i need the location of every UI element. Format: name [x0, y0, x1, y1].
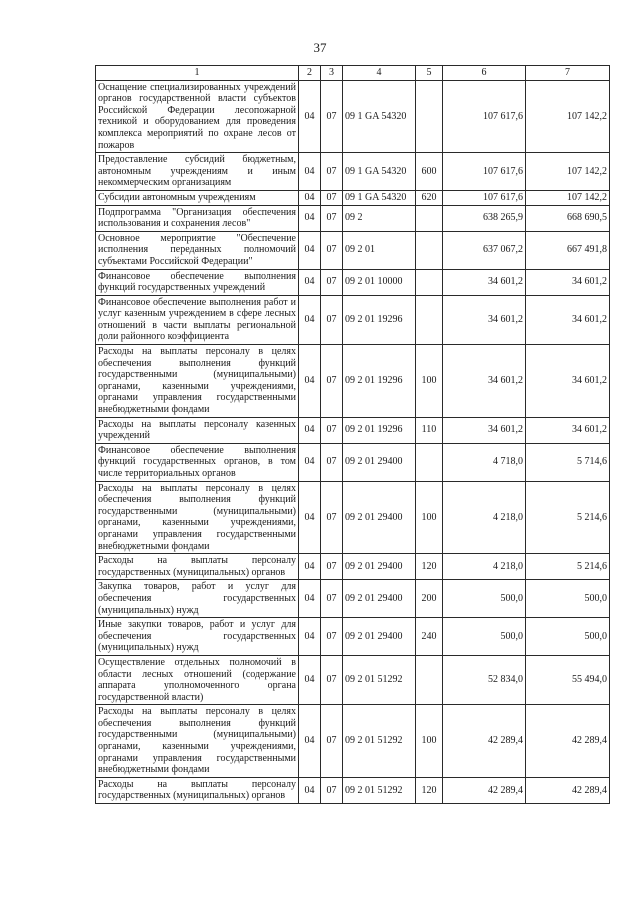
row-subsection: 07 — [321, 481, 343, 554]
row-amount-col7: 107 142,2 — [526, 190, 610, 205]
row-target-code: 09 1 GA 54320 — [343, 80, 416, 153]
row-amount-col6: 500,0 — [443, 618, 526, 656]
row-subsection: 07 — [321, 580, 343, 618]
row-target-code: 09 2 01 29400 — [343, 580, 416, 618]
table-row — [96, 443, 610, 481]
row-subsection: 07 — [321, 655, 343, 704]
row-subsection: 07 — [321, 777, 343, 803]
row-target-code: 09 2 01 51292 — [343, 777, 416, 803]
table-row — [96, 580, 610, 618]
row-subsection: 07 — [321, 443, 343, 481]
row-section: 04 — [299, 417, 321, 443]
row-name: Финансовое обеспечение выполнения функций государственных органов, в том числе территориальных органов — [96, 443, 299, 481]
row-amount-col7: 42 289,4 — [526, 777, 610, 803]
header-col-3: 3 — [321, 66, 343, 81]
row-amount-col7: 34 601,2 — [526, 417, 610, 443]
row-subsection: 07 — [321, 554, 343, 580]
row-amount-col6: 638 265,9 — [443, 205, 526, 231]
header-col-7: 7 — [526, 66, 610, 81]
row-target-code: 09 1 GA 54320 — [343, 153, 416, 191]
row-section: 04 — [299, 153, 321, 191]
row-subsection: 07 — [321, 705, 343, 778]
row-section: 04 — [299, 554, 321, 580]
header-col-5: 5 — [416, 66, 443, 81]
row-amount-col7: 107 142,2 — [526, 153, 610, 191]
row-section: 04 — [299, 580, 321, 618]
row-section: 04 — [299, 705, 321, 778]
table-row — [96, 777, 610, 803]
page-number: 37 — [313, 40, 327, 55]
row-amount-col7: 55 494,0 — [526, 655, 610, 704]
row-name: Осуществление отдельных полномочий в области лесных отношений (содержание аппарата уполномоченного органа государственной власти) — [96, 655, 299, 704]
row-amount-col7: 34 601,2 — [526, 269, 610, 295]
row-section: 04 — [299, 345, 321, 418]
row-amount-col6: 107 617,6 — [443, 153, 526, 191]
row-amount-col6: 52 834,0 — [443, 655, 526, 704]
table-row — [96, 705, 610, 778]
row-name: Расходы на выплаты персоналу казенных учреждений — [96, 417, 299, 443]
table-row — [96, 231, 610, 269]
row-target-code: 09 2 01 10000 — [343, 269, 416, 295]
row-expense-type — [416, 269, 443, 295]
row-expense-type — [416, 443, 443, 481]
row-name: Расходы на выплаты персоналу государственных (муниципальных) органов — [96, 777, 299, 803]
row-name: Закупка товаров, работ и услуг для обеспечения государственных (муниципальных) нужд — [96, 580, 299, 618]
row-subsection: 07 — [321, 80, 343, 153]
row-section: 04 — [299, 205, 321, 231]
row-section: 04 — [299, 618, 321, 656]
row-amount-col7: 107 142,2 — [526, 80, 610, 153]
row-amount-col7: 42 289,4 — [526, 705, 610, 778]
row-target-code: 09 2 01 19296 — [343, 417, 416, 443]
row-subsection: 07 — [321, 205, 343, 231]
row-target-code: 09 2 01 29400 — [343, 481, 416, 554]
row-expense-type — [416, 205, 443, 231]
header-col-1: 1 — [96, 66, 299, 81]
row-name: Финансовое обеспечение выполнения работ и услуг казенным учреждением в сфере лесных отношений в части выплаты региональной доли районного коэффициента — [96, 295, 299, 344]
row-target-code: 09 2 — [343, 205, 416, 231]
header-col-4: 4 — [343, 66, 416, 81]
table-row — [96, 417, 610, 443]
row-amount-col7: 34 601,2 — [526, 295, 610, 344]
row-name: Расходы на выплаты персоналу в целях обеспечения выполнения функций государственными (муниципальными) органами, казенными учреждениями, органами управления государственными внебюджетными фондами — [96, 345, 299, 418]
row-subsection: 07 — [321, 231, 343, 269]
row-name: Предоставление субсидий бюджетным, автономным учреждениям и иным некоммерческим организациям — [96, 153, 299, 191]
row-amount-col6: 42 289,4 — [443, 777, 526, 803]
table-row — [96, 655, 610, 704]
row-amount-col7: 5 714,6 — [526, 443, 610, 481]
row-section: 04 — [299, 269, 321, 295]
row-name: Расходы на выплаты персоналу в целях обеспечения выполнения функций государственными (муниципальными) органами, казенными учреждениями, органами управления государственными внебюджетными фондами — [96, 705, 299, 778]
row-section: 04 — [299, 777, 321, 803]
row-expense-type — [416, 80, 443, 153]
row-target-code: 09 1 GA 54320 — [343, 190, 416, 205]
row-section: 04 — [299, 481, 321, 554]
table-row — [96, 153, 610, 191]
row-amount-col6: 34 601,2 — [443, 269, 526, 295]
row-name: Подпрограмма "Организация обеспечения использования и сохранения лесов" — [96, 205, 299, 231]
row-expense-type — [416, 231, 443, 269]
row-amount-col7: 500,0 — [526, 580, 610, 618]
row-amount-col7: 667 491,8 — [526, 231, 610, 269]
row-subsection: 07 — [321, 345, 343, 418]
row-amount-col6: 4 218,0 — [443, 481, 526, 554]
table-row — [96, 345, 610, 418]
row-target-code: 09 2 01 51292 — [343, 705, 416, 778]
row-amount-col6: 34 601,2 — [443, 295, 526, 344]
row-name: Расходы на выплаты персоналу в целях обеспечения выполнения функций государственными (муниципальными) органами, казенными учреждениями, органами управления государственными внебюджетными фондами — [96, 481, 299, 554]
row-section: 04 — [299, 190, 321, 205]
row-section: 04 — [299, 443, 321, 481]
row-amount-col6: 4 218,0 — [443, 554, 526, 580]
row-target-code: 09 2 01 19296 — [343, 295, 416, 344]
row-subsection: 07 — [321, 269, 343, 295]
table-body — [96, 80, 610, 803]
row-name: Расходы на выплаты персоналу государственных (муниципальных) органов — [96, 554, 299, 580]
row-expense-type: 600 — [416, 153, 443, 191]
row-subsection: 07 — [321, 295, 343, 344]
row-amount-col6: 107 617,6 — [443, 80, 526, 153]
row-expense-type — [416, 655, 443, 704]
table-row — [96, 554, 610, 580]
row-amount-col7: 5 214,6 — [526, 481, 610, 554]
row-name: Оснащение специализированных учреждений органов государственной власти субъектов Российской Федерации лесопожарной техникой и оборудованием для проведения комплекса мероприятий по охране лесов от пожаров — [96, 80, 299, 153]
row-expense-type: 120 — [416, 554, 443, 580]
row-expense-type — [416, 295, 443, 344]
header-col-6: 6 — [443, 66, 526, 81]
row-expense-type: 110 — [416, 417, 443, 443]
row-amount-col7: 34 601,2 — [526, 345, 610, 418]
row-section: 04 — [299, 231, 321, 269]
row-amount-col7: 5 214,6 — [526, 554, 610, 580]
table-row — [96, 190, 610, 205]
table-row — [96, 269, 610, 295]
row-amount-col6: 107 617,6 — [443, 190, 526, 205]
row-subsection: 07 — [321, 153, 343, 191]
row-name: Основное мероприятие "Обеспечение исполнения переданных полномочий субъектами Российской Федерации" — [96, 231, 299, 269]
row-expense-type: 120 — [416, 777, 443, 803]
row-name: Субсидии автономным учреждениям — [96, 190, 299, 205]
row-section: 04 — [299, 655, 321, 704]
row-subsection: 07 — [321, 618, 343, 656]
row-amount-col7: 500,0 — [526, 618, 610, 656]
row-expense-type: 100 — [416, 705, 443, 778]
row-name: Финансовое обеспечение выполнения функций государственных учреждений — [96, 269, 299, 295]
row-amount-col6: 42 289,4 — [443, 705, 526, 778]
row-name: Иные закупки товаров, работ и услуг для обеспечения государственных (муниципальных) нужд — [96, 618, 299, 656]
row-expense-type: 240 — [416, 618, 443, 656]
row-amount-col6: 34 601,2 — [443, 417, 526, 443]
row-subsection: 07 — [321, 417, 343, 443]
table-row — [96, 618, 610, 656]
row-target-code: 09 2 01 29400 — [343, 443, 416, 481]
row-amount-col6: 500,0 — [443, 580, 526, 618]
row-amount-col7: 668 690,5 — [526, 205, 610, 231]
table-row — [96, 295, 610, 344]
row-amount-col6: 637 067,2 — [443, 231, 526, 269]
row-target-code: 09 2 01 — [343, 231, 416, 269]
row-expense-type: 200 — [416, 580, 443, 618]
row-expense-type: 100 — [416, 345, 443, 418]
row-target-code: 09 2 01 51292 — [343, 655, 416, 704]
row-section: 04 — [299, 295, 321, 344]
row-subsection: 07 — [321, 190, 343, 205]
row-target-code: 09 2 01 29400 — [343, 618, 416, 656]
budget-table — [95, 65, 610, 804]
table-row — [96, 481, 610, 554]
row-amount-col6: 34 601,2 — [443, 345, 526, 418]
row-section: 04 — [299, 80, 321, 153]
row-target-code: 09 2 01 19296 — [343, 345, 416, 418]
table-row — [96, 80, 610, 153]
row-expense-type: 100 — [416, 481, 443, 554]
row-amount-col6: 4 718,0 — [443, 443, 526, 481]
row-expense-type: 620 — [416, 190, 443, 205]
row-target-code: 09 2 01 29400 — [343, 554, 416, 580]
header-col-2: 2 — [299, 66, 321, 81]
header-row — [96, 66, 610, 81]
table-row — [96, 205, 610, 231]
